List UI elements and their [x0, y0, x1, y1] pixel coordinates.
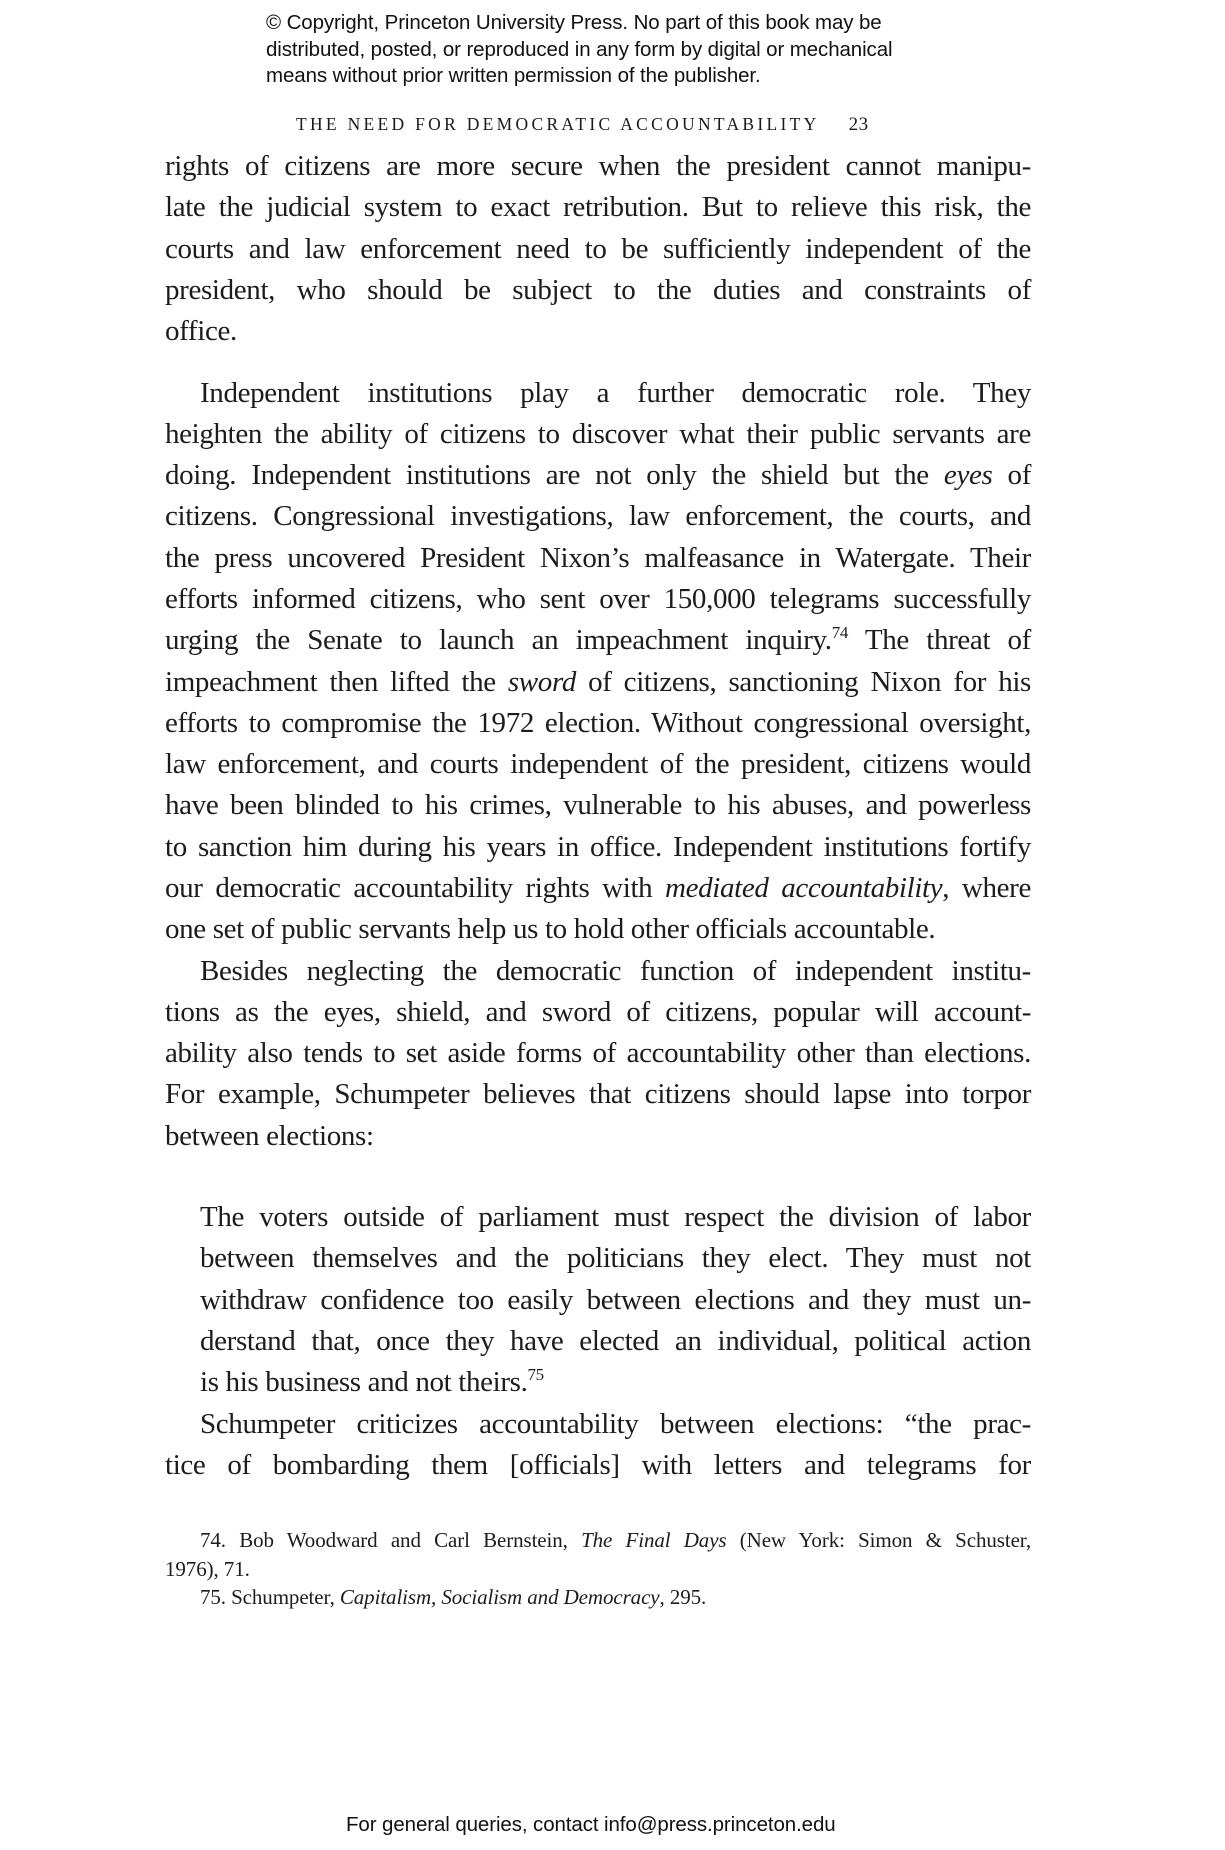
text-line: courts and law enforcement need to be sufficiently independent of the — [165, 232, 1031, 265]
text-run: The threat of — [848, 624, 1031, 657]
text-line: office. — [165, 315, 237, 348]
text-line: Independent institutions play a further democratic role. They — [200, 376, 1031, 409]
paragraph-2 — [165, 373, 1031, 951]
text-run: , where — [942, 872, 1031, 905]
text-line — [165, 620, 1031, 661]
text-line: law enforcement, and courts independent of the president, citizens would — [165, 748, 1031, 781]
text-line — [165, 662, 1031, 703]
copyright-line: distributed, posted, or reproduced in any form by digital or mechanical — [266, 37, 893, 61]
text-run: (New York: Simon & Schuster, — [726, 1528, 1031, 1552]
paragraph-1 — [165, 146, 1031, 352]
footnote-title: The Final Days — [581, 1528, 727, 1552]
text-line: rights of citizens are more secure when the president cannot manipu- — [165, 150, 1031, 182]
text-line: tice of bombarding them [officials] with letters and telegrams for — [165, 1449, 1031, 1482]
text-line: between elections: — [165, 1119, 374, 1152]
quote-line: withdraw confidence too easily between elections and they must un- — [200, 1283, 1031, 1316]
text-run: doing. Independent institutions are not only the shield but the — [165, 459, 944, 492]
emphasis-eyes: eyes — [943, 459, 993, 492]
text-run: of — [992, 459, 1032, 492]
text-line: late the judicial system to exact retribution. But to relieve this risk, the — [165, 191, 1031, 224]
text-line: have been blinded to his crimes, vulnerable to his abuses, and powerless — [165, 789, 1031, 822]
quote-line: derstand that, once they have elected an individual, political action — [200, 1324, 1031, 1357]
text-run: 74. Bob Woodward and Carl Bernstein, — [200, 1528, 582, 1552]
footnote-ref-74[interactable]: 74 — [831, 623, 848, 643]
footnote-ref-75[interactable]: 75 — [527, 1365, 544, 1385]
text-line: ability also tends to set aside forms of accountability other than elections. — [165, 1037, 1031, 1070]
contact-notice: For general queries, contact info@press.princeton.edu — [346, 1813, 836, 1836]
text-line: Schumpeter criticizes accountability between elections: “the prac- — [200, 1408, 1031, 1440]
footnote-title: Capitalism, Socialism and Democracy — [339, 1585, 660, 1609]
paragraph-4 — [165, 1404, 1031, 1487]
copyright-notice — [266, 10, 1026, 90]
text-line: heighten the ability of citizens to discover what their public servants are — [165, 417, 1031, 450]
text-line: For example, Schumpeter believes that citizens should lapse into torpor — [165, 1078, 1031, 1111]
page-number: 23 — [848, 114, 869, 135]
text-line — [165, 868, 1031, 909]
quote-line: between themselves and the politicians they elect. They must not — [200, 1242, 1031, 1275]
copyright-line: means without prior written permission of the publisher. — [266, 64, 761, 87]
footnote-75 — [165, 1583, 1031, 1612]
text-run: urging the Senate to launch an impeachment inquiry. — [165, 624, 832, 657]
block-quote — [200, 1197, 1031, 1403]
text-run: , 295. — [659, 1585, 707, 1609]
text-run: 75. Schumpeter, — [200, 1585, 340, 1609]
text-line: to sanction him during his years in office. Independent institutions fortify — [165, 830, 1031, 863]
text-line: citizens. Congressional investigations, law enforcement, the courts, and — [165, 500, 1031, 533]
running-head-title: THE NEED FOR DEMOCRATIC ACCOUNTABILITY — [296, 114, 819, 134]
text-run: impeachment then lifted the — [165, 665, 508, 698]
text-line: tions as the eyes, shield, and sword of citizens, popular will account- — [165, 995, 1031, 1028]
text-run: our democratic accountability rights with — [165, 872, 666, 905]
text-line: president, who should be subject to the duties and constraints of — [165, 273, 1031, 306]
text-run: is his business and not theirs. — [200, 1366, 528, 1399]
quote-line: The voters outside of parliament must respect the division of labor — [200, 1201, 1031, 1233]
text-line: one set of public servants help us to hold other officials accountable. — [165, 913, 936, 946]
quote-line — [200, 1362, 1031, 1403]
text-line: efforts to compromise the 1972 election. Without congressional oversight, — [165, 706, 1031, 739]
paragraph-3 — [165, 951, 1031, 1157]
text-line: Besides neglecting the democratic function of independent institu- — [200, 954, 1031, 987]
text-line: the press uncovered President Nixon’s malfeasance in Watergate. Their — [165, 541, 1031, 574]
copyright-line: © Copyright, Princeton University Press. No part of this book may be — [266, 11, 882, 34]
footnotes — [165, 1526, 1031, 1612]
emphasis-sword: sword — [507, 665, 576, 698]
emphasis-mediated-accountability: mediated accountability — [665, 872, 943, 905]
text-line — [165, 455, 1031, 496]
text-line: efforts informed citizens, who sent over 150,000 telegrams successfully — [165, 582, 1031, 615]
footnote-74 — [165, 1526, 1031, 1555]
running-head — [296, 114, 869, 136]
footnote-74-continuation: 1976), 71. — [165, 1556, 250, 1581]
text-run: of citizens, sanctioning Nixon for his — [575, 665, 1031, 698]
